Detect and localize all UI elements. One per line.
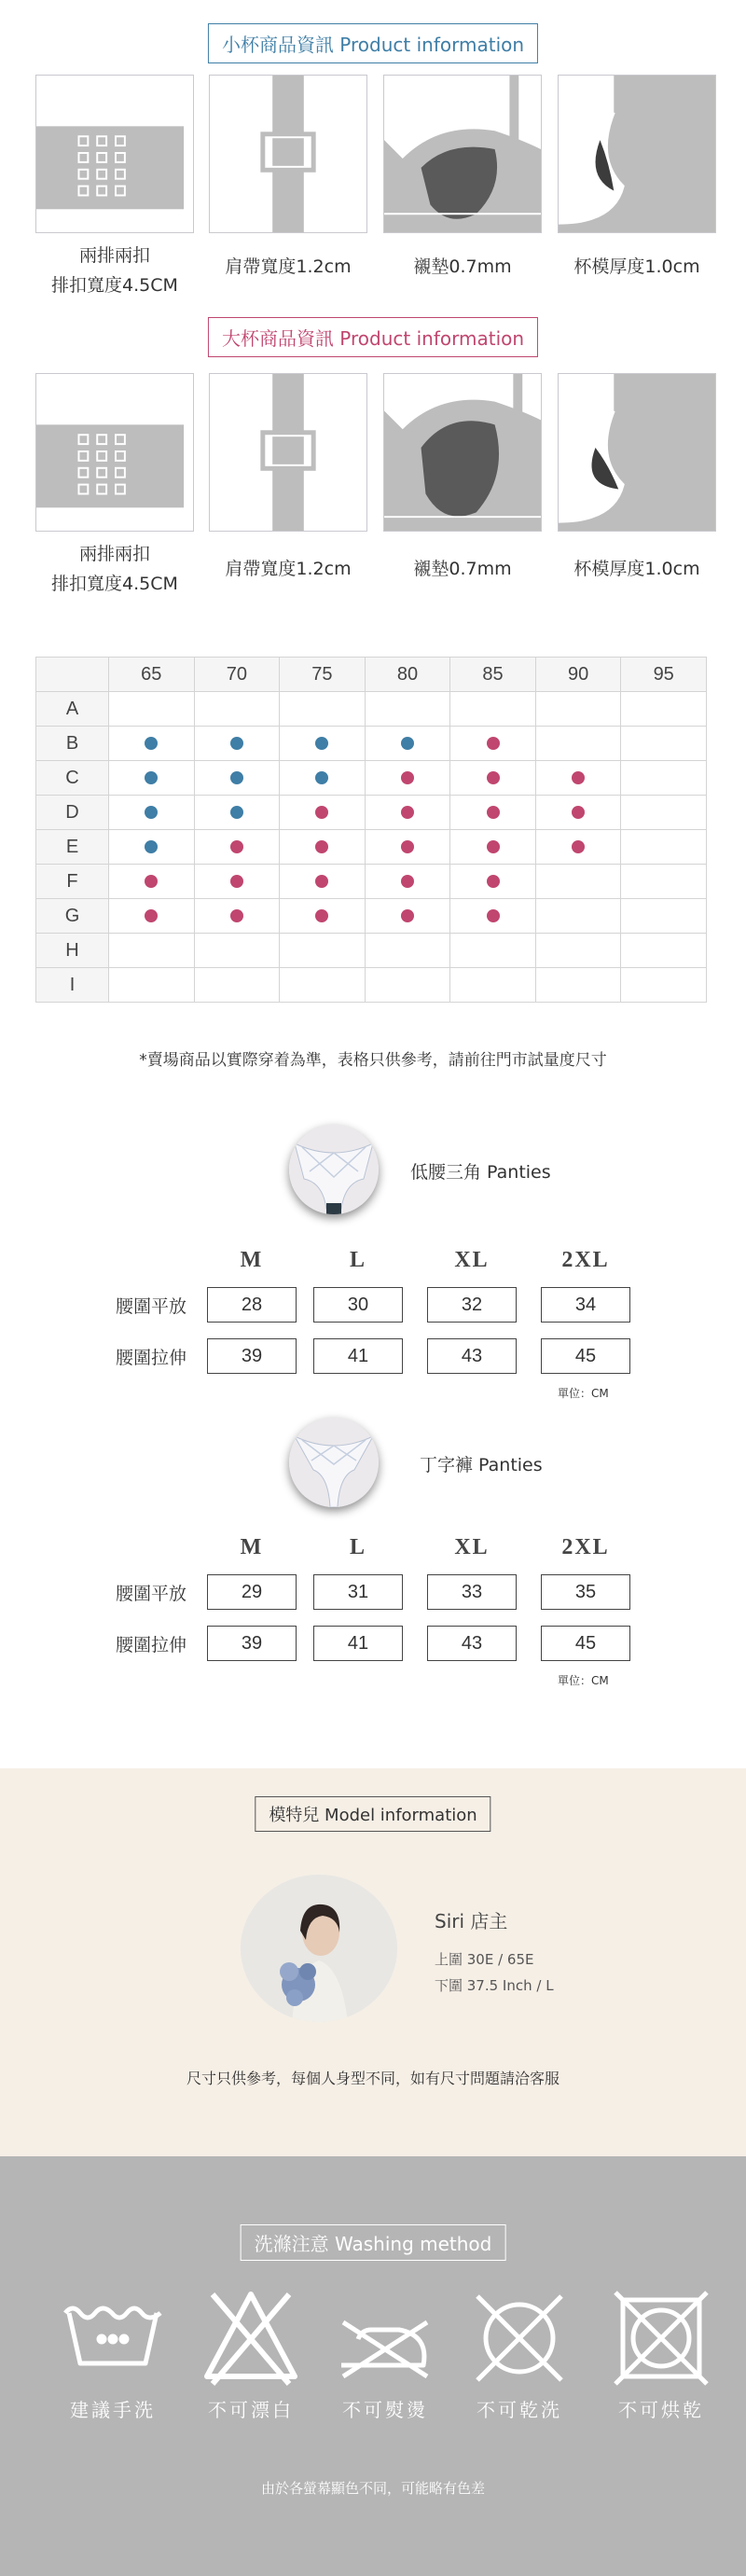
model-photo (241, 1875, 397, 2022)
small-cup-dot (401, 737, 414, 750)
size-chart-cell (109, 761, 195, 796)
card-label-line1: 兩排兩扣 (78, 245, 150, 266)
band-65: 65 (109, 658, 195, 692)
size-chart-cell (621, 968, 707, 1003)
waist-flat-xl: 32 (427, 1287, 517, 1323)
large-cup-dot (487, 737, 500, 750)
small-cup-cards (35, 75, 714, 233)
size-chart-cell (280, 934, 366, 968)
size-chart-cell (450, 934, 536, 968)
waist-stretch-label: 腰圍拉伸 (116, 1635, 187, 1655)
unit-label: 單位：CM (558, 1387, 609, 1400)
size-chart-cell (621, 830, 707, 865)
size-chart-cell (194, 865, 280, 899)
size-chart-cell (109, 727, 195, 761)
size-m: M (240, 1248, 264, 1272)
large-cup-dot (230, 909, 243, 922)
size-chart-cell (535, 692, 621, 727)
size-chart-cell (109, 865, 195, 899)
large-cup-dot (315, 909, 328, 922)
large-cup-dot (401, 909, 414, 922)
small-cup-dot (145, 737, 158, 750)
size-l: L (349, 1535, 366, 1559)
size-chart-cell (621, 899, 707, 934)
no-iron-icon (334, 2287, 436, 2389)
hand-wash-icon (62, 2287, 164, 2389)
large-cup-dot (572, 840, 585, 853)
band-90: 90 (535, 658, 621, 692)
band-85: 85 (450, 658, 536, 692)
cup-mold-label: 杯模厚度1.0cm (573, 256, 700, 277)
size-chart-cell (280, 830, 366, 865)
large-cup-title: 大杯商品資訊 Product information (208, 317, 538, 357)
cup-label: D (36, 796, 109, 830)
size-chart-cell (535, 968, 621, 1003)
size-chart-cell (365, 727, 450, 761)
large-cup-dot (315, 875, 328, 888)
card-label-line2: 排扣寬度4.5CM (51, 275, 178, 296)
size-chart-cell (450, 899, 536, 934)
cup-mold-label: 杯模厚度1.0cm (573, 559, 700, 579)
size-chart-row (36, 727, 707, 761)
size-chart-cell (621, 865, 707, 899)
small-cup-dot (315, 771, 328, 784)
hand-wash-label: 建議手洗 (70, 2399, 156, 2421)
size-chart-cell (280, 899, 366, 934)
size-chart-cell (450, 968, 536, 1003)
size-chart-cell (450, 865, 536, 899)
size-chart-cell (535, 830, 621, 865)
size-chart-row (36, 934, 707, 968)
size-chart-cell (280, 692, 366, 727)
size-chart-row (36, 796, 707, 830)
size-chart-cell (621, 934, 707, 968)
large-cup-dot (401, 771, 414, 784)
size-chart-cell (365, 692, 450, 727)
size-chart-row (36, 968, 707, 1003)
size-2xl: 2XL (561, 1248, 610, 1272)
large-cup-dot (487, 909, 500, 922)
size-2xl: 2XL (561, 1535, 610, 1559)
color-difference-note: 由於各螢幕顯色不同，可能略有色差 (260, 2480, 485, 2497)
washing-section (0, 2156, 746, 2576)
large-cup-dot (145, 875, 158, 888)
large-cup-dot (487, 840, 500, 853)
band-95: 95 (621, 658, 707, 692)
large-cup-cards (35, 373, 714, 532)
size-chart-cell (450, 761, 536, 796)
size-chart-header-row (36, 658, 707, 692)
band-80: 80 (365, 658, 450, 692)
band-70: 70 (194, 658, 280, 692)
cup-label: H (36, 934, 109, 968)
size-chart-cell (365, 865, 450, 899)
size-chart-cell (194, 968, 280, 1003)
header-corner (36, 658, 109, 692)
waist-flat-m: 29 (207, 1574, 297, 1610)
large-cup-dot (315, 806, 328, 819)
waist-stretch-label: 腰圍拉伸 (116, 1348, 187, 1368)
cup-label: G (36, 899, 109, 934)
strap-icon (209, 373, 367, 532)
padding-icon (383, 373, 542, 532)
low-rise-panty-photo (289, 1125, 379, 1214)
size-chart-cell (535, 865, 621, 899)
size-xl: XL (454, 1535, 490, 1559)
thong-photo (289, 1418, 379, 1507)
size-chart-cell (450, 796, 536, 830)
size-chart-cell (280, 968, 366, 1003)
size-chart-row (36, 865, 707, 899)
size-chart-cell (109, 899, 195, 934)
size-chart-cell (194, 934, 280, 968)
size-chart-cell (365, 830, 450, 865)
size-chart-cell (280, 796, 366, 830)
cup-label: E (36, 830, 109, 865)
waist-stretch-l: 41 (313, 1338, 403, 1374)
size-chart-cell (109, 830, 195, 865)
size-chart-cell (109, 968, 195, 1003)
size-chart-cell (365, 968, 450, 1003)
waist-stretch-m: 39 (207, 1338, 297, 1374)
no-bleach-icon (200, 2287, 302, 2389)
thong-name: 丁字褲 Panties (420, 1455, 543, 1475)
waist-stretch-2xl: 45 (541, 1338, 630, 1374)
model-size-note: 尺寸只供參考，每個人身型不同，如有尺寸問題請洽客服 (186, 2070, 560, 2087)
model-info-section (0, 1768, 746, 2156)
card-label-line1: 兩排兩扣 (78, 544, 150, 564)
size-chart-cell (365, 934, 450, 968)
size-chart-cell (365, 899, 450, 934)
waist-stretch-xl: 43 (427, 1626, 517, 1661)
cup-label: B (36, 727, 109, 761)
size-chart-cell (535, 934, 621, 968)
hook-eye-icon (35, 75, 194, 233)
size-chart-cell (365, 761, 450, 796)
size-chart-cell (194, 830, 280, 865)
waist-stretch-m: 39 (207, 1626, 297, 1661)
card-label-line2: 排扣寬度4.5CM (51, 574, 178, 594)
hook-eye-icon (35, 373, 194, 532)
size-chart-cell (450, 692, 536, 727)
size-chart-row (36, 830, 707, 865)
size-chart-row (36, 692, 707, 727)
model-info-title: 模特兒 Model information (255, 1796, 490, 1832)
large-cup-dot (487, 806, 500, 819)
cup-label: I (36, 968, 109, 1003)
strap-width-label: 肩帶寬度1.2cm (225, 256, 352, 277)
large-cup-dot (572, 771, 585, 784)
cup-mold-icon (558, 373, 716, 532)
no-dry-clean-icon (468, 2287, 571, 2389)
no-tumble-dry-icon (610, 2287, 712, 2389)
large-cup-dot (401, 840, 414, 853)
hook-eye-label (35, 241, 194, 300)
no-iron-label: 不可熨燙 (342, 2399, 428, 2421)
size-chart-cell (621, 796, 707, 830)
no-tumble-dry-label: 不可烘乾 (618, 2399, 704, 2421)
waist-flat-label: 腰圍平放 (116, 1584, 187, 1604)
hook-eye-label (35, 539, 194, 599)
small-cup-title: 小杯商品資訊 Product information (208, 23, 538, 63)
padding-icon (383, 75, 542, 233)
large-cup-dot (401, 806, 414, 819)
size-chart-cell (535, 796, 621, 830)
cup-label: F (36, 865, 109, 899)
padding-label: 襯墊0.7mm (413, 559, 512, 579)
unit-label: 單位：CM (558, 1674, 609, 1687)
small-cup-dot (230, 771, 243, 784)
size-chart-cell (109, 934, 195, 968)
size-m: M (240, 1535, 264, 1559)
waist-stretch-l: 41 (313, 1626, 403, 1661)
no-bleach-label: 不可漂白 (208, 2399, 294, 2421)
size-chart-cell (365, 796, 450, 830)
waist-stretch-xl: 43 (427, 1338, 517, 1374)
band-75: 75 (280, 658, 366, 692)
strap-icon (209, 75, 367, 233)
large-cup-dot (487, 875, 500, 888)
size-chart-cell (194, 727, 280, 761)
waist-stretch-2xl: 45 (541, 1626, 630, 1661)
size-chart-cell (280, 727, 366, 761)
waist-flat-l: 30 (313, 1287, 403, 1323)
low-rise-panty-name: 低腰三角 Panties (410, 1162, 551, 1183)
washing-title: 洗滌注意 Washing method (241, 2224, 506, 2261)
waist-flat-xl: 33 (427, 1574, 517, 1610)
waist-flat-2xl: 34 (541, 1287, 630, 1323)
waist-flat-m: 28 (207, 1287, 297, 1323)
size-chart-cell (621, 727, 707, 761)
small-cup-dot (145, 771, 158, 784)
large-cup-dot (230, 840, 243, 853)
strap-width-label: 肩帶寬度1.2cm (225, 559, 352, 579)
large-cup-dot (145, 909, 158, 922)
size-chart-cell (109, 796, 195, 830)
large-cup-dot (315, 840, 328, 853)
size-chart-cell (535, 899, 621, 934)
large-cup-dot (487, 771, 500, 784)
small-cup-dot (145, 840, 158, 853)
size-chart-row (36, 899, 707, 934)
waist-flat-2xl: 35 (541, 1574, 630, 1610)
large-cup-dot (572, 806, 585, 819)
size-chart-cell (535, 727, 621, 761)
model-name: Siri 店主 (435, 1910, 508, 1932)
cup-mold-icon (558, 75, 716, 233)
size-chart-table (35, 657, 707, 1003)
size-chart-cell (109, 692, 195, 727)
waist-flat-label: 腰圍平放 (116, 1296, 187, 1317)
size-chart-cell (280, 865, 366, 899)
size-chart-cell (194, 899, 280, 934)
large-cup-dot (401, 875, 414, 888)
padding-label: 襯墊0.7mm (413, 256, 512, 277)
size-chart-cell (621, 692, 707, 727)
small-cup-dot (230, 737, 243, 750)
size-chart-cell (194, 692, 280, 727)
size-l: L (349, 1248, 366, 1272)
small-cup-dot (230, 806, 243, 819)
size-chart-cell (621, 761, 707, 796)
waist-flat-l: 31 (313, 1574, 403, 1610)
small-cup-dot (315, 737, 328, 750)
size-chart-cell (450, 830, 536, 865)
size-chart-row (36, 761, 707, 796)
cup-label: A (36, 692, 109, 727)
size-chart-cell (280, 761, 366, 796)
small-cup-dot (145, 806, 158, 819)
fit-note: *賣場商品以實際穿着為準，表格只供參考，請前往門市試量度尺寸 (139, 1051, 607, 1070)
size-xl: XL (454, 1248, 490, 1272)
size-chart-cell (194, 761, 280, 796)
size-chart-cell (535, 761, 621, 796)
model-top-size: 上圍 30E / 65E (435, 1951, 534, 1968)
cup-label: C (36, 761, 109, 796)
size-chart-cell (194, 796, 280, 830)
no-dry-clean-label: 不可乾洗 (477, 2399, 562, 2421)
size-chart-cell (450, 727, 536, 761)
large-cup-dot (230, 875, 243, 888)
model-bottom-size: 下圍 37.5 Inch / L (435, 1977, 554, 1994)
